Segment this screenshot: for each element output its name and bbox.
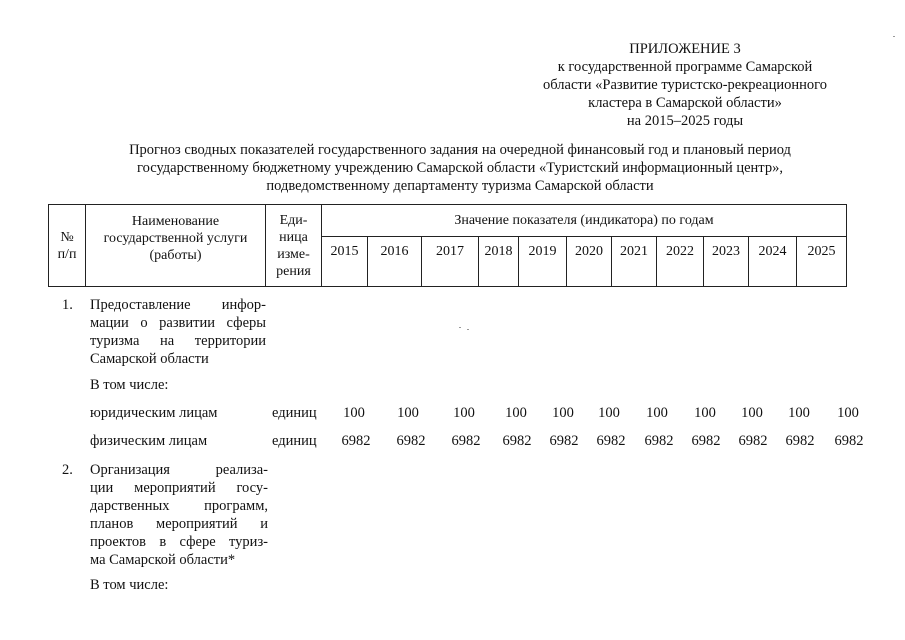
table-row-individuals <box>0 432 905 450</box>
value-cell: 100 <box>788 405 810 421</box>
value-cell: 6982 <box>644 433 674 449</box>
year-cell: 2019 <box>519 237 567 287</box>
value-cell: 6982 <box>785 433 815 449</box>
value-cell: 6982 <box>451 433 481 449</box>
table-row-item-2 <box>0 461 905 571</box>
service-name: Предоставление инфор- мации о развитии сферы туризма на территории Самарской области <box>90 297 266 367</box>
header-value-group: Значение показателя (индикатора) по годам <box>322 205 847 237</box>
value-cell: 6982 <box>738 433 768 449</box>
value-cell: 100 <box>453 405 475 421</box>
value-cell: 100 <box>837 405 859 421</box>
year-cell: 2025 <box>797 237 847 287</box>
value-cell: 100 <box>694 405 716 421</box>
appendix-header <box>500 40 870 130</box>
appendix-line-5: на 2015–2025 годы <box>626 113 744 129</box>
sub-row-label: юридическим лицам <box>90 405 218 421</box>
value-cell: 6982 <box>549 433 579 449</box>
value-cell: 100 <box>552 405 574 421</box>
value-cell: 6982 <box>396 433 426 449</box>
value-cell: 100 <box>646 405 668 421</box>
year-cell: 2021 <box>612 237 657 287</box>
row-number: 1. <box>62 297 73 313</box>
scan-speck <box>893 36 895 37</box>
header-service-name: Наименование государственной услуги (работы) <box>86 205 266 287</box>
title-line-1: Прогноз сводных показателей государственного задания на очередной финансовый год и плановый период <box>129 142 791 158</box>
appendix-line-2: к государственной программе Самарской <box>557 59 813 75</box>
year-cell: 2017 <box>422 237 479 287</box>
unit-cell: единиц <box>272 433 317 449</box>
service-name: Организация реализа- ции мероприятий госу- дарственных программ, планов мероприятий и проектов в сфере туриз- ма Самарской области* <box>90 462 268 568</box>
value-cell: 100 <box>741 405 763 421</box>
appendix-line-3: области «Развитие туристско-рекреационного <box>543 77 827 93</box>
year-cell: 2022 <box>657 237 704 287</box>
value-cell: 6982 <box>691 433 721 449</box>
document-title <box>60 141 860 195</box>
appendix-line-4: кластера в Самарской области» <box>588 95 782 111</box>
scan-speck <box>467 329 469 330</box>
year-cell: 2016 <box>368 237 422 287</box>
header-num: № п/п <box>49 205 86 287</box>
year-cell: 2024 <box>749 237 797 287</box>
value-cell: 100 <box>505 405 527 421</box>
row-number: 2. <box>62 462 73 478</box>
indicator-table-header <box>48 204 847 287</box>
table-row-legal-entities <box>0 404 905 422</box>
value-cell: 6982 <box>502 433 532 449</box>
table-row-item-1 <box>0 296 905 366</box>
title-line-3: подведомственному департаменту туризма Самарской области <box>266 178 654 194</box>
value-cell: 6982 <box>341 433 371 449</box>
unit-cell: единиц <box>272 405 317 421</box>
year-cell: 2018 <box>479 237 519 287</box>
header-unit: Еди- ница изме- рения <box>266 205 322 287</box>
including-label: В том числе: <box>90 577 169 593</box>
value-cell: 100 <box>598 405 620 421</box>
year-cell: 2020 <box>567 237 612 287</box>
value-cell: 100 <box>343 405 365 421</box>
value-cell: 6982 <box>596 433 626 449</box>
appendix-line-1: ПРИЛОЖЕНИЕ 3 <box>629 41 741 57</box>
scan-speck <box>459 327 461 328</box>
year-cell: 2015 <box>322 237 368 287</box>
including-label: В том числе: <box>90 377 169 393</box>
value-cell: 6982 <box>834 433 864 449</box>
title-line-2: государственному бюджетному учреждению Самарской области «Туристский информационный центр», <box>137 160 783 176</box>
value-cell: 100 <box>397 405 419 421</box>
sub-row-label: физическим лицам <box>90 433 208 449</box>
year-cell: 2023 <box>704 237 749 287</box>
